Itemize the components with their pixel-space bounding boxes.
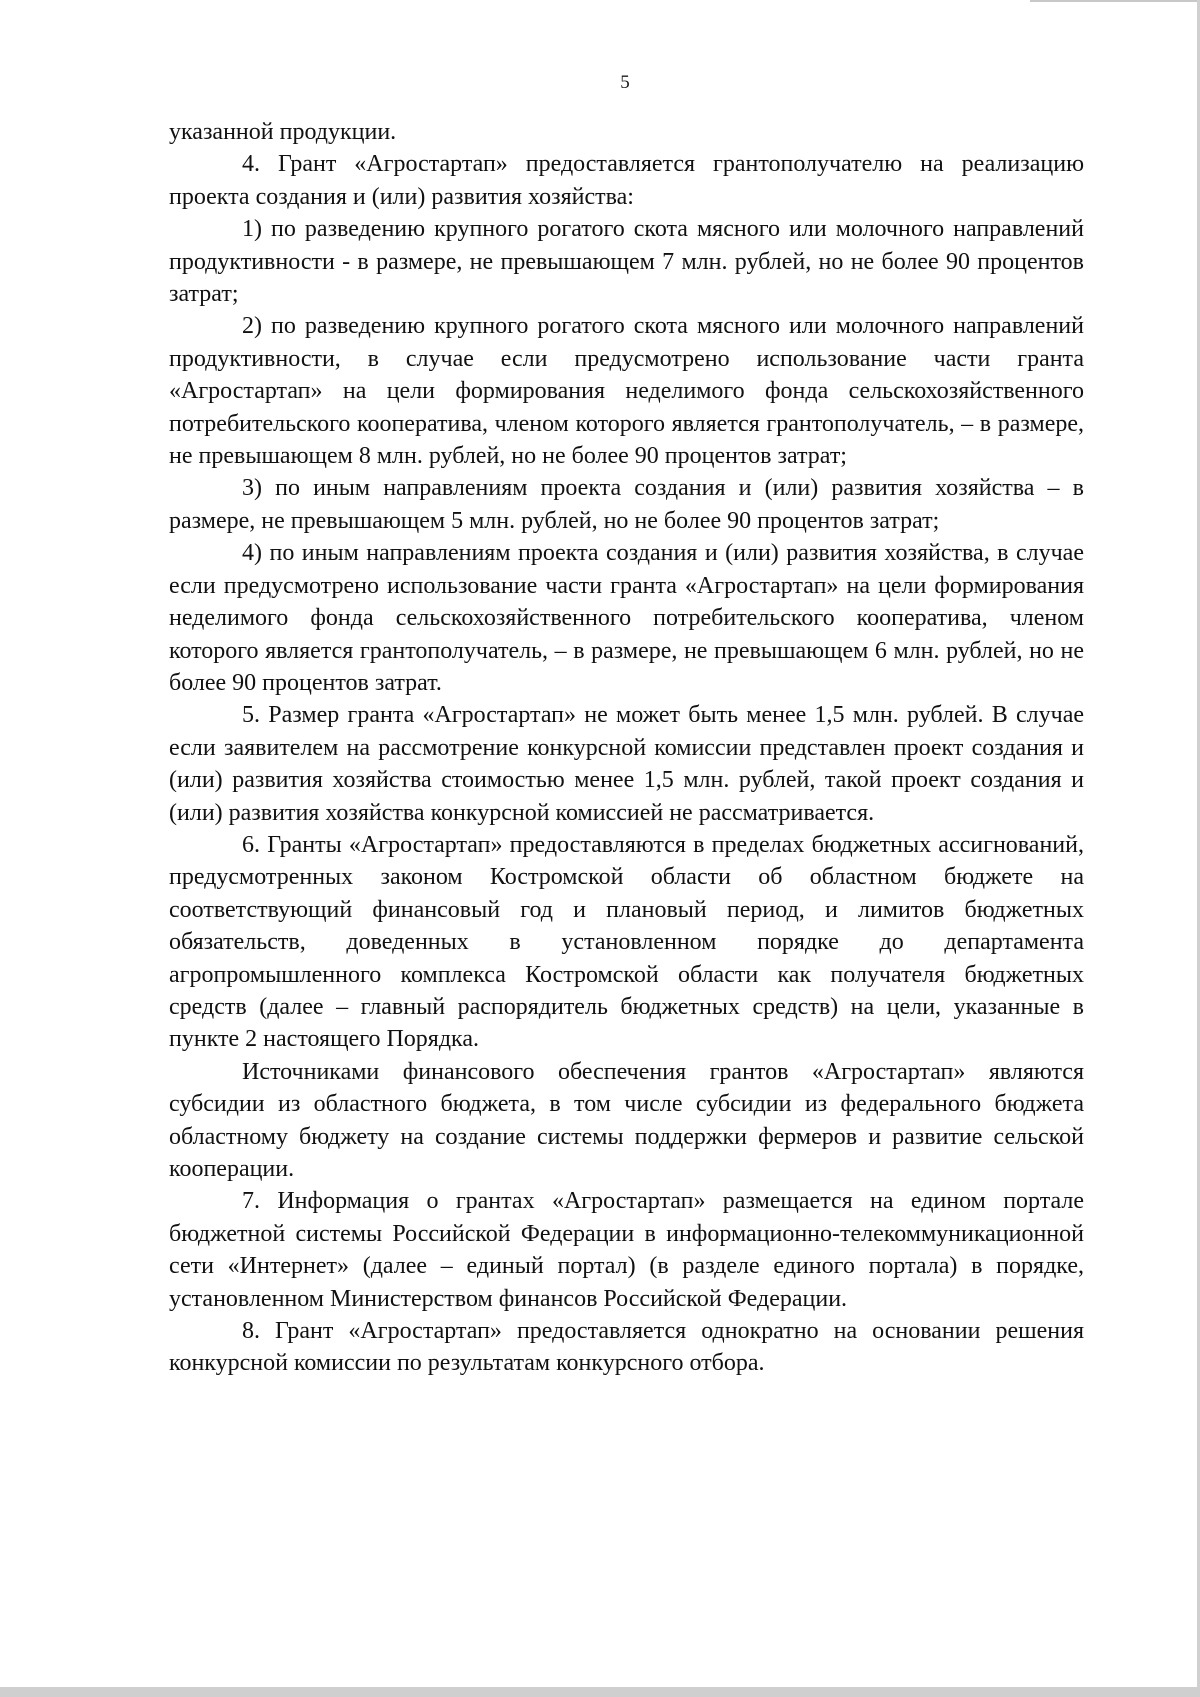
- paragraph-continuation: указанной продукции.: [169, 119, 397, 145]
- paragraph-subitem-1: 1) по разведению крупного рогатого скота мясного или молочного направлений продуктивности - в размере, не превышающем 7 млн. рублей, но не более 90 процентов затрат;: [169, 216, 1084, 308]
- document-body: [169, 116, 1084, 1380]
- scan-edge-bottom: [0, 1687, 1200, 1697]
- paragraph-funding-sources: Источниками финансового обеспечения грантов «Агростартап» являются субсидии из областного бюджета, в том числе субсидии из федерального бюджета областному бюджету на создание системы поддержки фермеров и развитие сельской кооперации.: [169, 1058, 1084, 1182]
- paragraph-item-7: 7. Информация о грантах «Агростартап» размещается на едином портале бюджетной системы Российской Федерации в информационно-телекоммуникационной сети «Интернет» (далее – единый портал) (в разделе единого портала) в порядке, установленном Министерством финансов Российской Федерации.: [169, 1188, 1084, 1312]
- paragraph-item-4: 4. Грант «Агростартап» предоставляется грантополучателю на реализацию проекта создания и (или) развития хозяйства:: [169, 151, 1084, 210]
- paragraph-subitem-4: 4) по иным направлениям проекта создания и (или) развития хозяйства, в случае если предусмотрено использование части гранта «Агростартап» на цели формирования неделимого фонда сельскохозяйственного потребительского кооператива, членом которого является грантополучатель, – в размере, не превышающем 6 млн. рублей, но не более 90 процентов затрат.: [169, 540, 1084, 696]
- paragraph-item-8: 8. Грант «Агростартап» предоставляется однократно на основании решения конкурсной комиссии по результатам конкурсного отбора.: [169, 1318, 1084, 1377]
- paragraph-subitem-3: 3) по иным направлениям проекта создания и (или) развития хозяйства – в размере, не превышающем 5 млн. рублей, но не более 90 процентов затрат;: [169, 475, 1084, 534]
- paragraph-subitem-2: 2) по разведению крупного рогатого скота мясного или молочного направлений продуктивности, в случае если предусмотрено использование части гранта «Агростартап» на цели формирования неделимого фонда сельскохозяйственного потребительского кооператива, членом которого является грантополучатель, – в размере, не превышающем 8 млн. рублей, но не более 90 процентов затрат;: [169, 313, 1084, 470]
- paragraph-item-5: 5. Размер гранта «Агростартап» не может быть менее 1,5 млн. рублей. В случае если заявителем на рассмотрение конкурсной комиссии представлен проект создания и (или) развития хозяйства стоимостью менее 1,5 млн. рублей, такой проект создания и (или) развития хозяйства конкурсной комиссией не рассматривается.: [169, 702, 1084, 826]
- scan-edge-top: [1030, 0, 1200, 2]
- page-number: 5: [620, 72, 630, 93]
- paragraph-item-6: 6. Гранты «Агростартап» предоставляются в пределах бюджетных ассигнований, предусмотренных законом Костромской области об областном бюджете на соответствующий финансовый год и плановый период, и лимитов бюджетных обязательств, доведенных в установленном порядке до департамента агропромышленного комплекса Костромской области как получателя бюджетных средств (далее – главный распорядитель бюджетных средств) на цели, указанные в пункте 2 настоящего Порядка.: [169, 831, 1084, 1053]
